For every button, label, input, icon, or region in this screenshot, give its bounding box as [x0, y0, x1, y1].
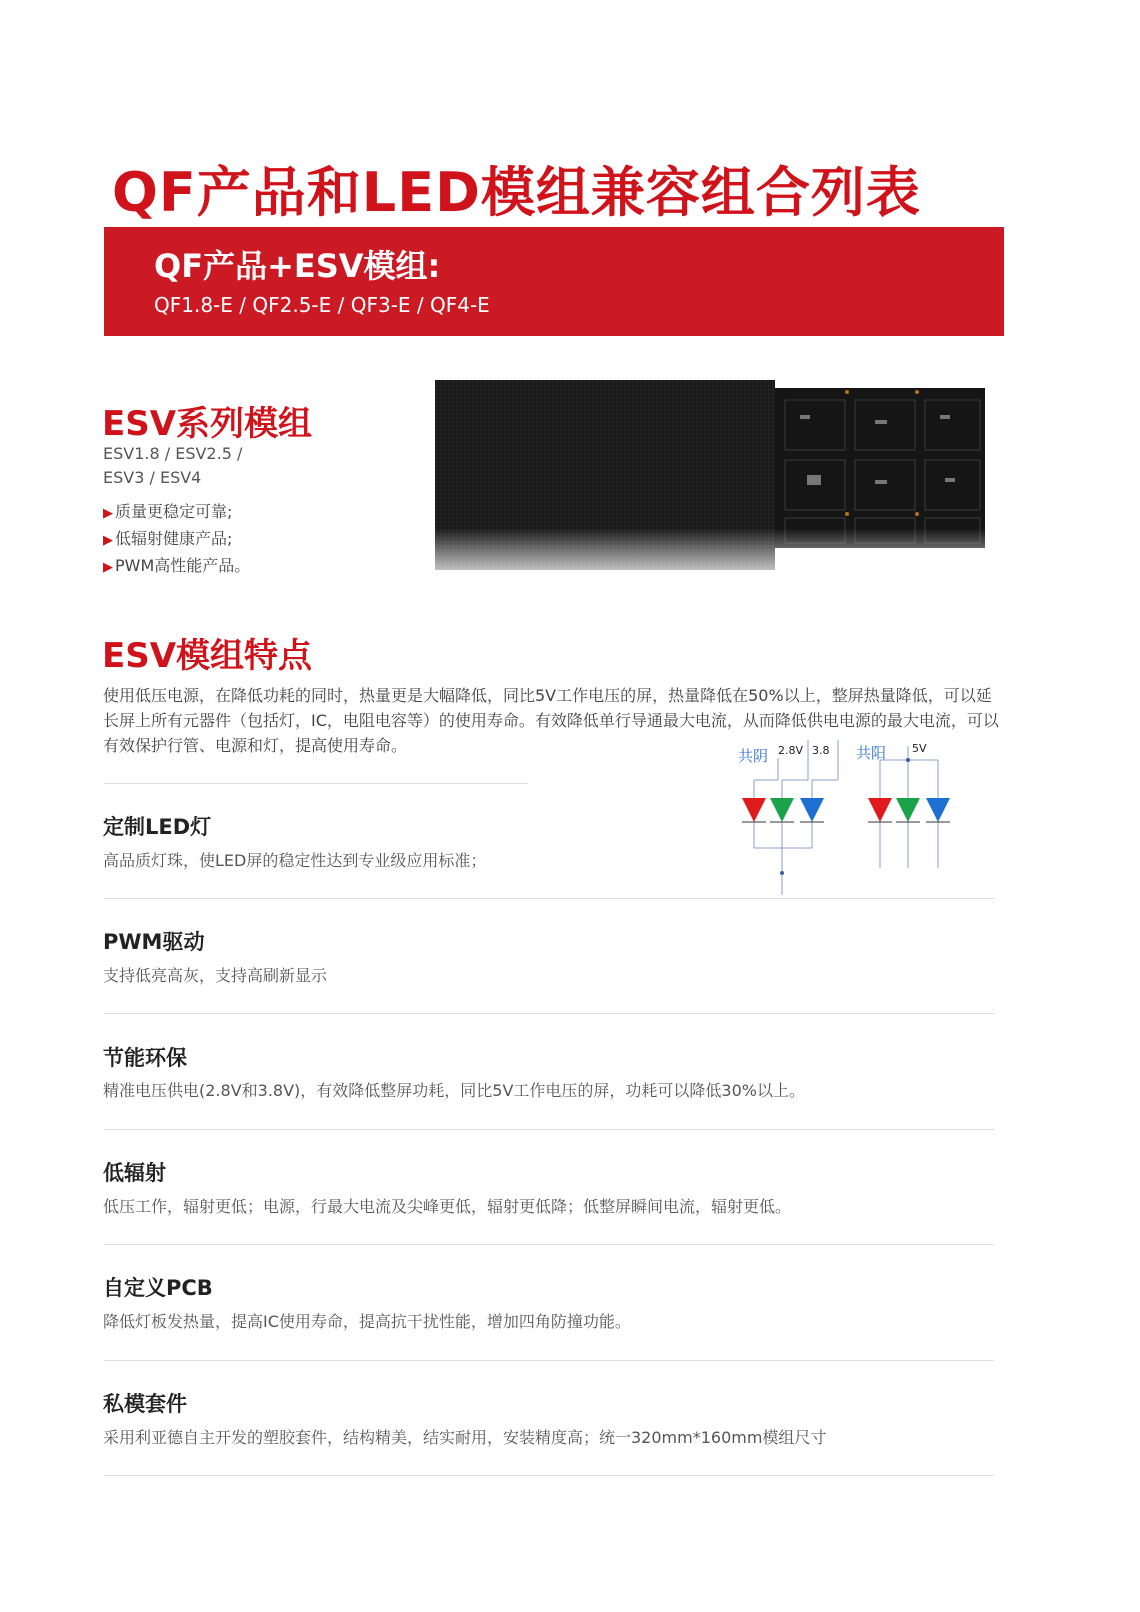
divider: [104, 1475, 994, 1476]
product-banner: [104, 227, 1004, 336]
green-diode-icon: [770, 798, 794, 822]
features-section-title: ESV模组特点: [102, 636, 313, 676]
divider: [104, 1244, 994, 1245]
divider: [104, 1013, 994, 1014]
red-diode-icon: [742, 798, 766, 822]
feature-desc: 支持低亮高灰，支持高刷新显示: [103, 966, 328, 985]
triangle-bullet-icon: ▶: [103, 560, 113, 575]
list-item: ▶ PWM高性能产品。: [103, 556, 251, 575]
green-diode-icon: [896, 798, 920, 822]
feature-title: PWM驱动: [103, 930, 205, 954]
banner-title: QF产品+ESV模组:: [154, 247, 441, 285]
triangle-bullet-icon: ▶: [103, 533, 113, 548]
feature-title: 定制LED灯: [103, 815, 212, 839]
series-title: ESV系列模组: [102, 404, 313, 444]
feature-title: 自定义PCB: [103, 1276, 213, 1300]
series-models: [103, 442, 242, 490]
feature-title: 私模套件: [103, 1392, 187, 1416]
banner-models: QF1.8-E / QF2.5-E / QF3-E / QF4-E: [154, 293, 490, 317]
series-models-line2: ESV3 / ESV4: [103, 468, 202, 487]
blue-diode-icon: [926, 798, 950, 822]
feature-desc: 高品质灯珠，使LED屏的稳定性达到专业级应用标准；: [103, 851, 487, 870]
feature-desc: 低压工作，辐射更低；电源，行最大电流及尖峰更低，辐射更低降；低整屏瞬间电流，辐射更低。: [103, 1197, 792, 1216]
triangle-bullet-icon: ▶: [103, 506, 113, 521]
voltage-label-3: 5V: [912, 742, 927, 755]
red-diode-icon: [868, 798, 892, 822]
led-circuit-diagram: [730, 740, 1000, 895]
list-item: ▶ 低辐射健康产品;: [103, 529, 233, 548]
feature-desc: 采用利亚德自主开发的塑胶套件，结构精美，结实耐用，安装精度高；统一320mm*160mm模组尺寸: [103, 1428, 827, 1447]
divider: [104, 1129, 994, 1130]
features-intro: 使用低压电源，在降低功耗的同时，热量更是大幅降低，同比5V工作电压的屏，热量降低在50%以上，整屏热量降低，可以延长屏上所有元器件（包括灯，IC，电阻电容等）的使用寿命。有效降低单行导通最大电流，从而降低供电电源的最大电流，可以有效保护行管、电源和灯，提高使用寿命。: [103, 686, 999, 755]
feature-title: 节能环保: [103, 1046, 187, 1070]
divider: [104, 898, 994, 899]
series-models-line1: ESV1.8 / ESV2.5 /: [103, 444, 243, 463]
common-cathode-label: 共阴: [738, 747, 769, 765]
blue-diode-icon: [800, 798, 824, 822]
series-bullets: [103, 499, 250, 580]
divider: [104, 1360, 994, 1361]
feature-title: 低辐射: [103, 1161, 166, 1185]
divider: [104, 783, 528, 784]
common-anode-label: 共阳: [856, 744, 887, 762]
feature-desc: 精准电压供电(2.8V和3.8V)，有效降低整屏功耗，同比5V工作电压的屏，功耗可以降低30%以上。: [103, 1081, 805, 1100]
voltage-label-2: 3.8: [812, 744, 830, 757]
list-item: ▶ 质量更稳定可靠;: [103, 502, 233, 521]
feature-desc: 降低灯板发热量，提高IC使用寿命，提高抗干扰性能，增加四角防撞功能。: [103, 1312, 631, 1331]
led-module-photo: [435, 380, 987, 586]
voltage-label-1: 2.8V: [778, 744, 804, 757]
page-title: QF产品和LED模组兼容组合列表: [112, 161, 921, 224]
